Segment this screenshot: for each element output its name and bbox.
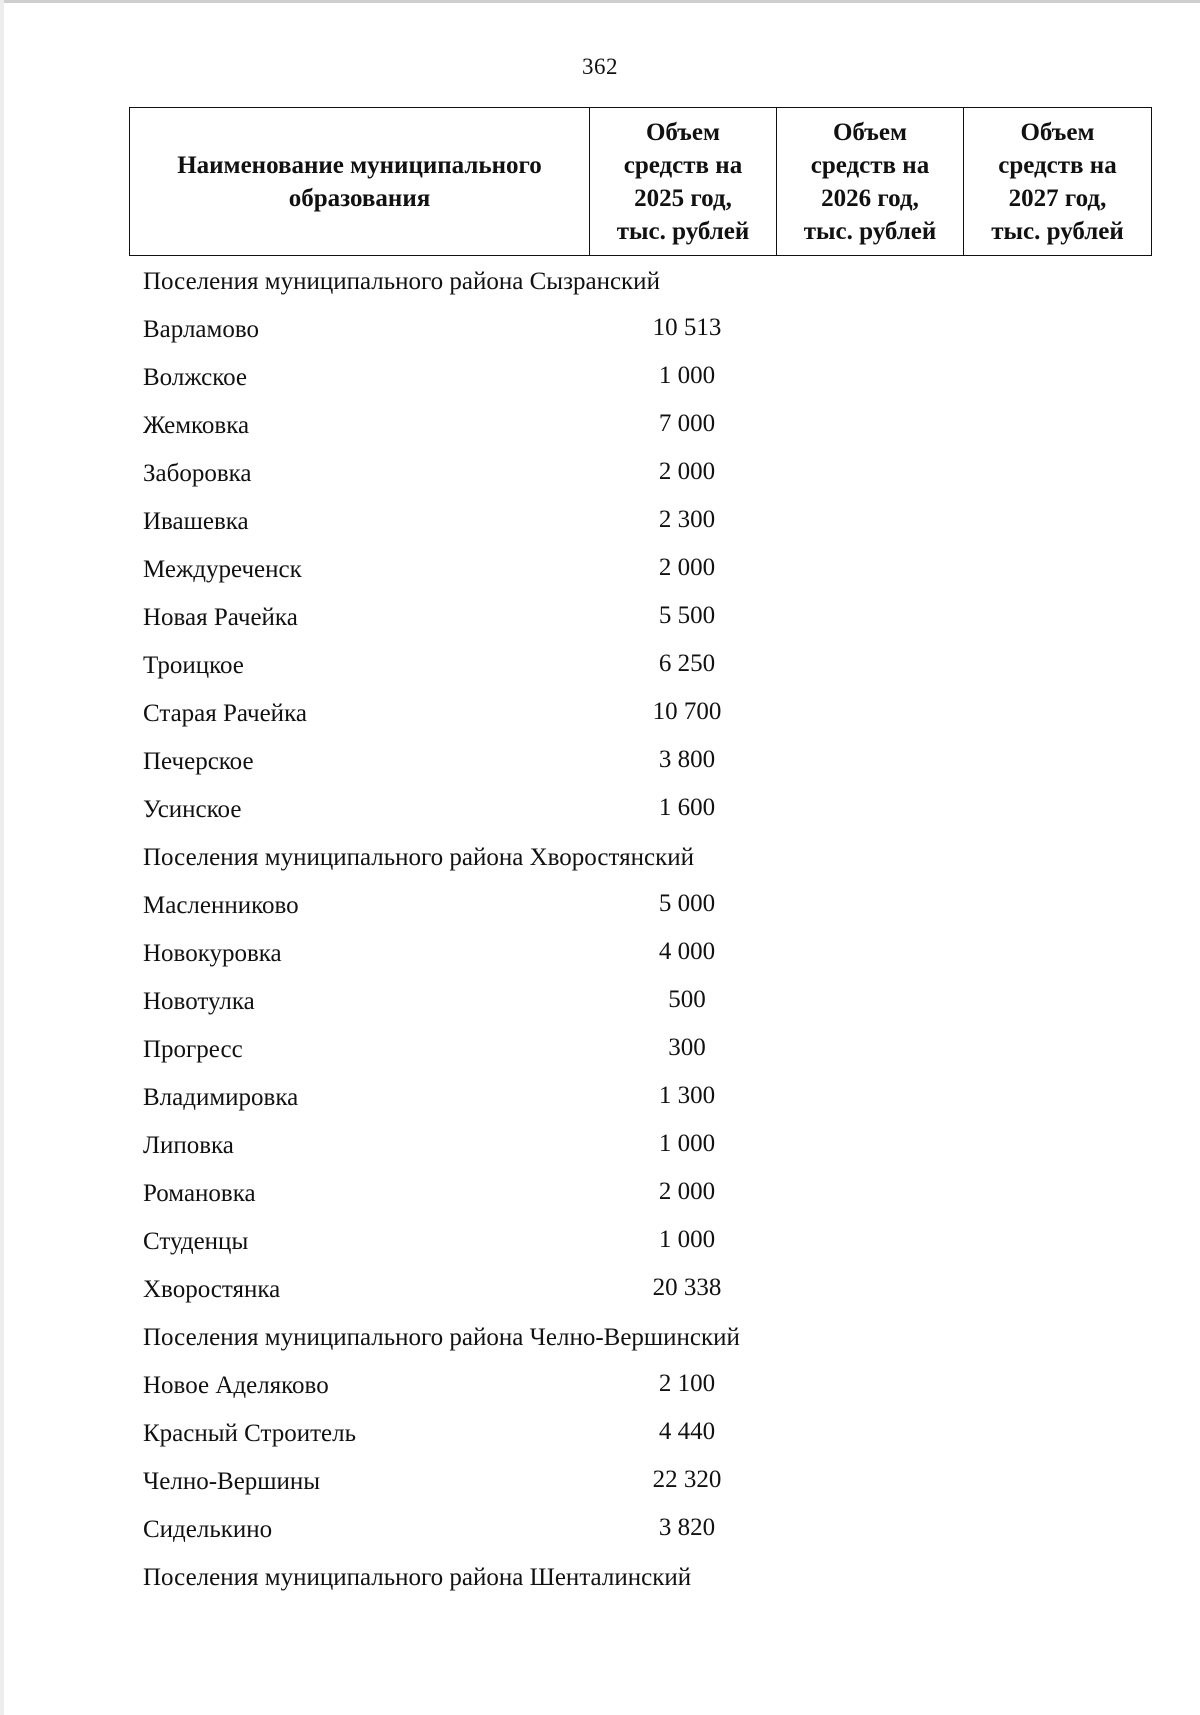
municipality-name: Липовка <box>143 1132 234 1159</box>
group-row <box>0 258 1200 306</box>
municipality-name: Варламово <box>143 316 259 343</box>
municipality-name: Красный Строитель <box>143 1420 357 1447</box>
header-line: 2026 год, <box>821 184 919 212</box>
header-line: Объем <box>832 118 908 146</box>
table-row <box>0 1506 1200 1554</box>
group-name: Поселения муниципального района Шенталинский <box>143 1564 692 1591</box>
municipality-name: Новотулка <box>143 988 255 1015</box>
municipality-name: Жемковка <box>143 412 250 439</box>
municipality-name: Челно-Вершины <box>143 1468 321 1495</box>
group-row <box>0 1554 1200 1602</box>
header-line: 2027 год, <box>1008 184 1107 212</box>
municipality-name: Троицкое <box>143 652 244 679</box>
table-row <box>0 738 1200 786</box>
group-name: Поселения муниципального района Хворостянский <box>143 844 695 871</box>
amount-2025: 1 600 <box>658 794 716 821</box>
amount-2025: 2 000 <box>658 554 716 581</box>
table-row <box>0 498 1200 546</box>
amount-2025: 2 000 <box>658 1178 716 1205</box>
municipality-name: Владимировка <box>143 1084 299 1111</box>
table-row <box>0 978 1200 1026</box>
amount-2025: 7 000 <box>658 410 716 437</box>
amount-2025: 4 000 <box>658 938 716 965</box>
table-row <box>0 1410 1200 1458</box>
header-table <box>129 107 1152 256</box>
table-row <box>0 1170 1200 1218</box>
amount-2025: 5 500 <box>658 602 716 629</box>
group-name: Поселения муниципального района Челно-Вершинский <box>143 1324 740 1351</box>
group-row <box>0 834 1200 882</box>
table-row <box>0 354 1200 402</box>
table-row <box>0 1122 1200 1170</box>
municipality-name: Усинское <box>143 796 242 823</box>
table-row <box>0 402 1200 450</box>
group-name: Поселения муниципального района Сызранский <box>143 268 660 295</box>
table-row <box>0 546 1200 594</box>
header-line: тыс. рублей <box>991 217 1124 245</box>
amount-2025: 2 000 <box>658 458 716 485</box>
header-amount-2026 <box>777 108 964 256</box>
header-line: Объем <box>645 118 721 146</box>
municipality-name: Хворостянка <box>143 1276 281 1303</box>
amount-2025: 5 000 <box>658 890 716 917</box>
header-amount-2027 <box>964 108 1152 256</box>
table-body <box>0 258 1200 1602</box>
amount-2025: 22 320 <box>652 1466 722 1493</box>
amount-2025: 3 800 <box>658 746 716 773</box>
table-row <box>0 882 1200 930</box>
table-row <box>0 306 1200 354</box>
table-row <box>0 1074 1200 1122</box>
municipality-name: Романовка <box>143 1180 256 1207</box>
amount-2025: 1 000 <box>658 1130 716 1157</box>
header-line: тыс. рублей <box>616 217 750 245</box>
municipality-name: Новая Рачейка <box>143 604 298 631</box>
table-row <box>0 450 1200 498</box>
amount-2025: 3 820 <box>658 1514 716 1541</box>
amount-2025: 10 700 <box>652 698 722 725</box>
table-row <box>0 786 1200 834</box>
municipality-name: Прогресс <box>143 1036 243 1063</box>
header-municipality-name-text: Наименование муниципального образования <box>177 151 542 212</box>
amount-2025: 2 300 <box>658 506 716 533</box>
table-row <box>0 930 1200 978</box>
group-row <box>0 1314 1200 1362</box>
amount-2025: 1 000 <box>658 362 716 389</box>
table-row <box>0 642 1200 690</box>
table-row <box>0 1026 1200 1074</box>
header-line: средств на <box>810 151 930 179</box>
municipality-name: Междуреченск <box>143 556 302 583</box>
amount-2025: 4 440 <box>658 1418 716 1445</box>
header-line: средств на <box>998 151 1117 179</box>
table-row <box>0 1218 1200 1266</box>
amount-2025: 500 <box>668 986 706 1013</box>
municipality-name: Печерское <box>143 748 254 775</box>
municipality-name: Студенцы <box>143 1228 249 1255</box>
header-line: средств на <box>623 151 743 179</box>
amount-2025: 20 338 <box>652 1274 722 1301</box>
amount-2025: 10 513 <box>652 314 722 341</box>
municipality-name: Новое Аделяково <box>143 1372 329 1399</box>
municipality-name: Старая Рачейка <box>143 700 307 727</box>
municipality-name: Волжское <box>143 364 248 391</box>
municipality-name: Ивашевка <box>143 508 249 535</box>
scan-edge-top <box>0 0 1200 3</box>
header-line: 2025 год, <box>634 184 732 212</box>
amount-2025: 2 100 <box>658 1370 716 1397</box>
table-row <box>0 690 1200 738</box>
page-number: 362 <box>582 54 618 79</box>
table-row <box>0 1266 1200 1314</box>
amount-2025: 1 000 <box>658 1226 716 1253</box>
table-row <box>0 594 1200 642</box>
amount-2025: 300 <box>668 1034 706 1061</box>
header-row <box>130 108 1152 256</box>
municipality-name: Сиделькино <box>143 1516 273 1543</box>
amount-2025: 6 250 <box>658 650 716 677</box>
municipality-name: Масленниково <box>143 892 299 919</box>
header-line: Объем <box>1020 118 1095 146</box>
header-line: тыс. рублей <box>803 217 937 245</box>
table-row <box>0 1458 1200 1506</box>
table-row <box>0 1362 1200 1410</box>
municipality-name: Новокуровка <box>143 940 282 967</box>
header-amount-2025 <box>590 108 777 256</box>
municipality-name: Заборовка <box>143 460 252 487</box>
header-municipality-name <box>130 108 590 256</box>
amount-2025: 1 300 <box>658 1082 716 1109</box>
